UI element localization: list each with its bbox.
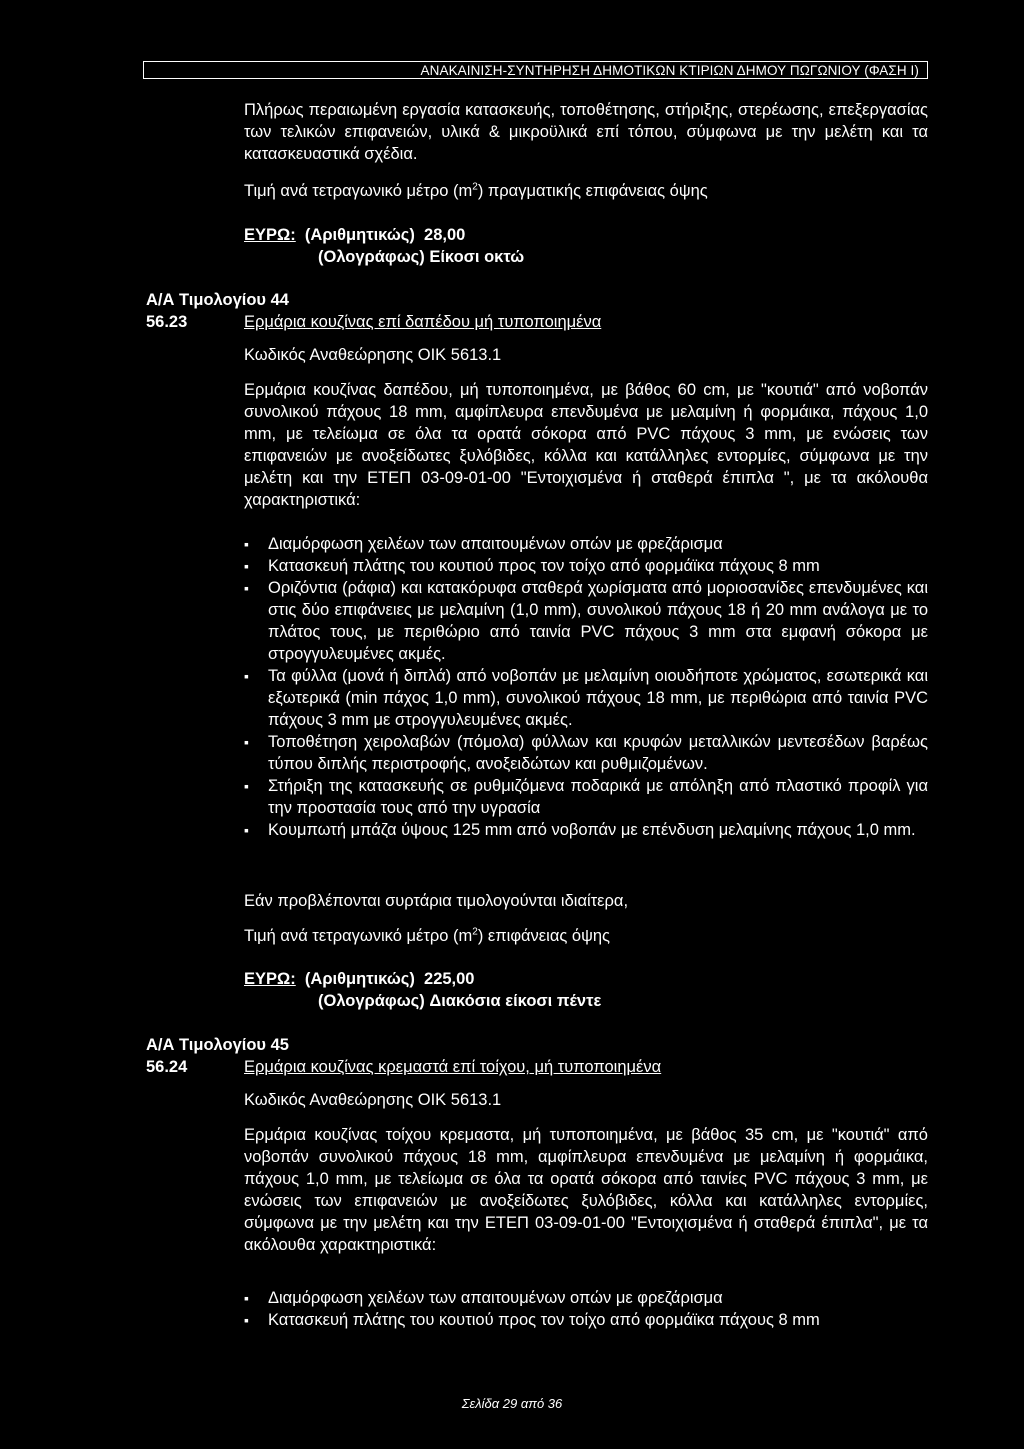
item44-bullet-list: [244, 533, 928, 841]
list-item: ▪ Κατασκευή πλάτης του κουτιού προς τον τοίχο από φορμάϊκα πάχους 8 mm: [244, 555, 928, 577]
document-header: ΑΝΑΚΑΙΝΙΣΗ-ΣΥΝΤΗΡΗΣΗ ΔΗΜΟΤΙΚΩΝ ΚΤΙΡΙΩΝ ΔΗΜΟΥ ΠΩΓΩΝΙΟΥ (ΦΑΣΗ Ι): [143, 61, 928, 79]
item44-price-numeric: ΕΥΡΩ: (Αριθμητικώς) 225,00: [244, 970, 475, 988]
prev-item-price-numeric: ΕΥΡΩ: (Αριθμητικώς) 28,00: [244, 226, 466, 244]
item45-bullet-list: [244, 1287, 928, 1331]
page-number: Σελίδα 29 από 36: [461, 1396, 563, 1411]
list-item: ▪ Οριζόντια (ράφια) και κατακόρυφα σταθερά χωρίσματα από μοριοσανίδες επενδυμένες και στις δύο επιφάνειες με μελαμίνη (1,0 mm), συνολικού πάχους 18 ή 20 mm ανάλογα με το πλάτος τους, με περιθώριο από ταινία PVC πάχους 3 mm στα εμφανή σόκορα με στρογγυλευμένες ακμές.: [244, 577, 928, 665]
prev-item-description: Πλήρως περαιωμένη εργασία κατασκευής, τοποθέτησης, στήριξης, στερέωσης, επεξεργασίας των τελικών επιφανειών, υλικά & μικροϋλικά επί τόπου, σύμφωνα με την μελέτη και τα κατασκευαστικά σχέδια.: [244, 101, 928, 163]
list-item: ▪ Στήριξη της κατασκευής σε ρυθμιζόμενα ποδαρικά με απόληξη από πλαστικό προφίλ για την προστασία τους από την υγρασία: [244, 775, 928, 819]
item45-code: 56.24: [146, 1058, 188, 1076]
prev-item-price-words: (Ολογράφως) Είκοσι οκτώ: [318, 248, 525, 266]
item44-revision-code: Κωδικός Αναθεώρησης ΟΙΚ 5613.1: [244, 346, 502, 364]
item44-price-words: (Ολογράφως) Διακόσια είκοσι πέντε: [318, 992, 602, 1010]
item44-aa-label: Α/Α Τιμολογίου 44: [146, 291, 289, 309]
item44-price-unit: Τιμή ανά τετραγωνικό μέτρο $(m^2)$ επιφάνειας όψης: [244, 926, 610, 945]
list-item: ▪ Διαμόρφωση χειλέων των απαιτουμένων οπών με φρεζάρισμα: [244, 533, 928, 555]
item44-code: 56.23: [146, 313, 188, 331]
item45-aa-label: Α/Α Τιμολογίου 45: [146, 1036, 289, 1054]
list-item: ▪ Τοποθέτηση χειρολαβών (πόμολα) φύλλων και κρυφών μεταλλικών μεντεσέδων βαρέως τύπου διπλής περιστροφής, ανοξειδώτων και ρυθμιζομένων.: [244, 731, 928, 775]
item44-description: Ερμάρια κουζίνας δαπέδου, μή τυποποιημένα, με βάθος 60 cm, με "κουτιά" από νοβοπάν συνολικού πάχους 18 mm, αμφίπλευρα επενδυμένα με μελαμίνη ή φορμάικα, πάχους 1,0 mm, με τελείωμα σε όλα τα ορατά σόκορα από PVC πάχους 3 mm, με ενώσεις των επιφανειών με ανοξείδωτες ξυλόβιδες, κόλλα και κατάλληλες εντορμίες, σύμφωνα με την μελέτη και την ΕΤΕΠ 03-09-01-00 "Εντοιχισμένα ή σταθερά έπιπλα ", με τα ακόλουθα χαρακτηριστικά:: [244, 381, 928, 509]
list-item: ▪ Τα φύλλα (μονά ή διπλά) από νοβοπάν με μελαμίνη οιουδήποτε χρώματος, εσωτερικά και εξωτερικά (min πάχος 1,0 mm), συνολικού πάχους 18 mm, με περιθώρια από ταινία PVC πάχους 3 mm με στρογγυλευμένες ακμές.: [244, 665, 928, 731]
list-item: ▪ Κατασκευή πλάτης του κουτιού προς τον τοίχο από φορμάϊκα πάχους 8 mm: [244, 1309, 928, 1331]
list-item: ▪ Κουμπωτή μπάζα ύψους 125 mm από νοβοπάν με επένδυση μελαμίνης πάχους 1,0 mm.: [244, 819, 928, 841]
item45-title: Ερμάρια κουζίνας κρεμαστά επί τοίχου, μή τυποποιημένα: [244, 1058, 662, 1076]
item44-title: Ερμάρια κουζίνας επί δαπέδου μή τυποποιημένα: [244, 313, 602, 331]
list-item: ▪ Διαμόρφωση χειλέων των απαιτουμένων οπών με φρεζάρισμα: [244, 1287, 928, 1309]
item45-description: Ερμάρια κουζίνας τοίχου κρεμαστα, μή τυποποιημένα, με βάθος 35 cm, με "κουτιά" από νοβοπάν συνολικού πάχους 18 mm, αμφίπλευρα επενδυμένα με μελαμίνη ή φορμάικα, πάχους 1,0 mm, με τελείωμα σε όλα τα ορατά σόκορα από ταινίες PVC πάχους 3 mm, με ενώσεις των επιφανειών με ανοξείδωτες ξυλόβιδες, κόλλα και κατάλληλες εντορμίες, σύμφωνα με την μελέτη και την ΕΤΕΠ 03-09-01-00 "Εντοιχισμένα ή σταθερά έπιπλα", με τα ακόλουθα χαρακτηριστικά:: [244, 1126, 928, 1254]
item44-drawers-note: Εάν προβλέπονται συρτάρια τιμολογούνται ιδιαίτερα,: [244, 892, 629, 910]
prev-item-price-unit: Τιμή ανά τετραγωνικό μέτρο $(m^2)$ πραγματικής επιφάνειας όψης: [244, 181, 708, 200]
item45-revision-code: Κωδικός Αναθεώρησης ΟΙΚ 5613.1: [244, 1091, 502, 1109]
